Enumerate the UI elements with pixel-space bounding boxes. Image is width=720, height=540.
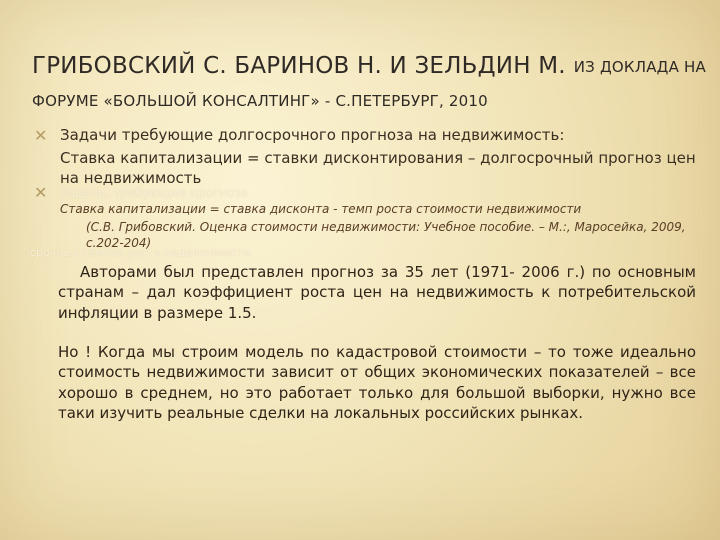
paragraph-2-text: Но ! Когда мы строим модель по кадастровой стоимости – то тоже идеально стоимость недвижимости зависит от общих экономических показателей – все хорошо в среднем, но это работает только для большой выборки, нужно все таки изучить реальные сделки на локальных российских рынках. — [58, 343, 696, 422]
ghost-line: срочных темпов роста недвижимости — [30, 246, 251, 259]
title-authors: ГРИБОВСКИЙ С. БАРИНОВ Н. И ЗЕЛЬДИН М. — [32, 53, 566, 79]
slide-title — [32, 50, 706, 113]
bullet-x-icon: ✕ — [34, 183, 48, 202]
title-line-1 — [32, 50, 706, 83]
citation: (С.В. Грибовский. Оценка стоимости недвижимости: Учебное пособие. – М.:, Маросейка, 2009, с.202-204) — [86, 220, 686, 250]
title-line-2: ФОРУМЕ «БОЛЬШОЙ КОНСАЛТИНГ» - С.ПЕТЕРБУРГ, 2010 — [32, 92, 488, 111]
bullet-1-text: Ставка капитализации = ставки дисконтирования – долгосрочный прогноз цен на недвижимость — [60, 149, 696, 188]
bullet-1-label: Задачи требующие долгосрочного прогноза на недвижимость: — [60, 126, 565, 144]
bullet-2-label: Задачи, требующие прогноза — [60, 186, 249, 200]
main-paragraph-2 — [58, 342, 696, 423]
main-paragraph-1 — [58, 262, 696, 323]
title-tail: ИЗ ДОКЛАДА НА — [573, 58, 706, 76]
paragraph-1-text: Авторами был представлен прогноз за 35 лет (1971- 2006 г.) по основным странам – дал коэффициент роста цен на недвижимость к потребительской инфляции в размере 1.5. — [58, 263, 696, 322]
bullet-2-text: Ставка капитализации = ставка дисконта - темп роста стоимости недвижимости — [60, 202, 582, 216]
bullet-x-icon: ✕ — [34, 126, 48, 145]
